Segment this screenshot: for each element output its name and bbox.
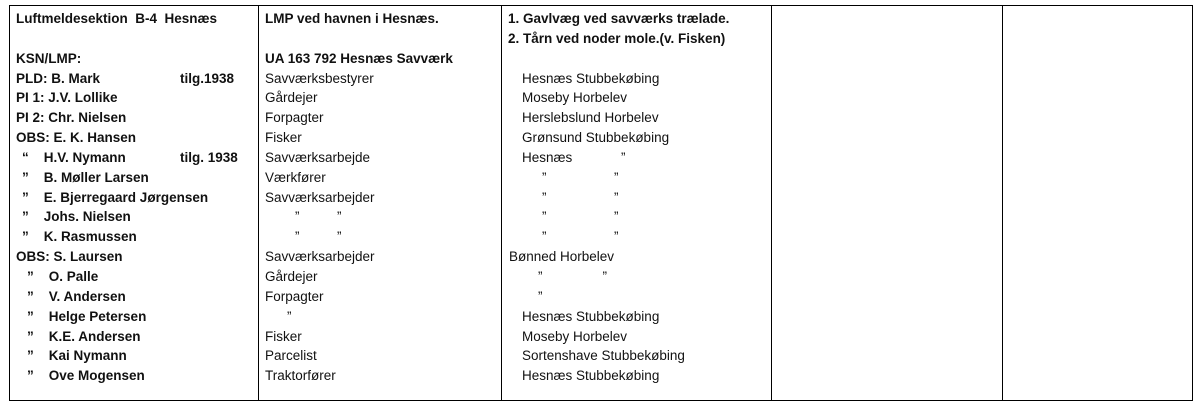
- personnel-row: [16, 346, 252, 366]
- location-cell: ” ”: [542, 209, 619, 225]
- blank-line: [508, 49, 765, 69]
- personnel-row: [16, 207, 252, 227]
- ditto-mark: ”: [22, 189, 29, 205]
- joined-note: tilg.1938: [180, 70, 235, 86]
- occupation-cell: Fisker: [265, 328, 302, 344]
- personnel-row: [16, 227, 252, 247]
- personnel-row: [16, 128, 252, 148]
- location-cell: Moseby Horbelev: [522, 90, 628, 106]
- person-name: Chr. Nielsen: [48, 110, 127, 126]
- post-header: LMP ved havnen i Hesnæs.: [265, 11, 439, 26]
- location-cell: Grønsund Stubbekøbing: [522, 130, 670, 146]
- location-cell: Herslebslund Horbelev: [522, 110, 659, 126]
- person-name: K. Rasmussen: [43, 229, 137, 245]
- ditto-mark: ”: [22, 209, 29, 225]
- occupation-cell: Savværksarbejder: [265, 189, 375, 205]
- location-cell: Bønned Horbelev: [509, 249, 615, 265]
- occupation-column: [259, 6, 502, 401]
- occupation-cell: Savværksarbejde: [265, 149, 371, 165]
- location-cell: Hesnæs ”: [522, 149, 626, 165]
- person-name: E. Bjerregaard Jørgensen: [43, 189, 209, 205]
- personnel-row: [16, 69, 252, 89]
- person-name: B. Møller Larsen: [43, 169, 149, 185]
- person-name: B. Mark: [51, 70, 101, 86]
- occupation-cell: Traktorfører: [265, 368, 336, 384]
- personnel-row: [16, 148, 252, 168]
- ditto-mark: ”: [27, 368, 34, 384]
- section-label: KSN/LMP:: [16, 50, 82, 66]
- occupation-cell: ” ”: [295, 209, 342, 225]
- person-name: O. Palle: [48, 268, 99, 284]
- personnel-row: [16, 267, 252, 287]
- empty-column: [1003, 6, 1193, 401]
- personnel-row: [16, 287, 252, 307]
- blank-line: [265, 29, 495, 49]
- ditto-mark: ”: [27, 308, 34, 324]
- ditto-mark: ”: [22, 229, 29, 245]
- role-label: OBS:: [16, 249, 50, 265]
- role-label: PI 1:: [16, 90, 45, 106]
- occupation-cell: Forpagter: [265, 288, 324, 304]
- location-cell: ” ”: [542, 229, 619, 245]
- person-name: K.E. Andersen: [48, 328, 141, 344]
- personnel-row: [16, 307, 252, 327]
- occupation-cell: ”: [287, 308, 292, 324]
- person-name: H.V. Nymann: [43, 149, 126, 165]
- joined-note: tilg. 1938: [180, 149, 238, 165]
- person-name: J.V. Lollike: [48, 90, 118, 106]
- occupation-cell: Gårdejer: [265, 268, 318, 284]
- empty-column: [772, 6, 1003, 401]
- sector-header: Luftmeldesektion B-4 Hesnæs: [16, 11, 218, 26]
- person-name: S. Laursen: [53, 249, 123, 265]
- personnel-row: [16, 88, 252, 108]
- location-cell: Hesnæs Stubbekøbing: [522, 368, 660, 384]
- role-label: PI 2:: [16, 110, 45, 126]
- occupation-cell: Savværksbestyrer: [265, 70, 374, 86]
- ditto-mark: ”: [27, 328, 34, 344]
- blank-line: [16, 29, 252, 49]
- location-cell: ” ”: [542, 169, 619, 185]
- ditto-mark: ”: [27, 348, 34, 364]
- table-row: [10, 6, 1193, 401]
- occupation-cell: Savværksarbejder: [265, 249, 375, 265]
- occupation-cell: Værkfører: [265, 169, 326, 185]
- location-cell: Moseby Horbelev: [522, 328, 628, 344]
- person-name: Ove Mogensen: [48, 368, 145, 384]
- position-note-1: 1. Gavlvæg ved savværks trælade.: [508, 11, 730, 26]
- person-name: E. K. Hansen: [53, 130, 137, 146]
- personnel-column: [10, 6, 259, 401]
- person-name: Johs. Nielsen: [43, 209, 131, 225]
- personnel-row: [16, 188, 252, 208]
- personnel-row: [16, 327, 252, 347]
- occupation-cell: Gårdejer: [265, 90, 318, 106]
- location-column: [502, 6, 772, 401]
- location-cell: ” ”: [538, 268, 608, 284]
- personnel-row: [16, 168, 252, 188]
- occupation-cell: Forpagter: [265, 110, 324, 126]
- location-cell: ”: [538, 288, 543, 304]
- person-name: Kai Nymann: [48, 348, 127, 364]
- location-cell: Sortenshave Stubbekøbing: [522, 348, 685, 364]
- ditto-mark: ”: [27, 268, 34, 284]
- occupation-cell: ” ”: [295, 229, 342, 245]
- personnel-row: [16, 108, 252, 128]
- personnel-row: [16, 366, 252, 386]
- ditto-mark: ”: [22, 169, 29, 185]
- role-label: OBS:: [16, 130, 50, 146]
- location-cell: Hesnæs Stubbekøbing: [522, 308, 660, 324]
- role-label: PLD:: [16, 70, 48, 86]
- location-cell: ” ”: [542, 189, 619, 205]
- person-name: V. Andersen: [48, 288, 126, 304]
- personnel-row: [16, 247, 252, 267]
- post-sub-header: UA 163 792 Hesnæs Savværk: [265, 50, 453, 66]
- location-cell: Hesnæs Stubbekøbing: [522, 70, 660, 86]
- roster-table: [9, 5, 1193, 401]
- person-name: Helge Petersen: [48, 308, 147, 324]
- position-note-2: 2. Tårn ved noder mole.(v. Fisken): [508, 30, 726, 46]
- occupation-cell: Fisker: [265, 130, 302, 146]
- ditto-mark: “: [22, 149, 29, 165]
- ditto-mark: ”: [27, 288, 34, 304]
- occupation-cell: Parcelist: [265, 348, 317, 364]
